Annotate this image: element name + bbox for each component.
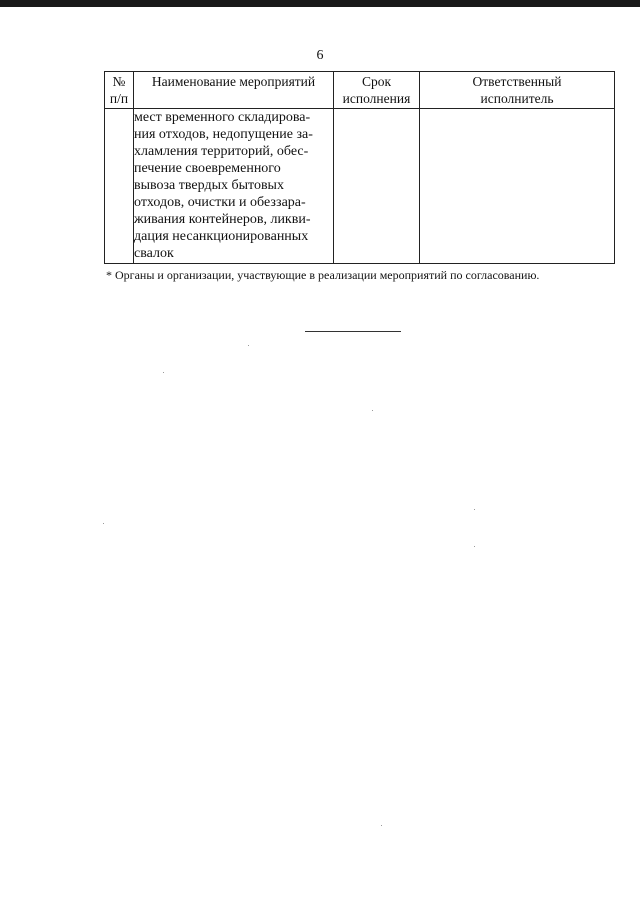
table-row [105, 109, 615, 264]
header-responsible [420, 72, 615, 109]
header-number-label: № п/п [109, 74, 129, 106]
header-deadline [334, 72, 420, 109]
measure-line: ния отходов, недопущение за- [134, 127, 313, 142]
cell-deadline [334, 109, 420, 264]
scan-speck [372, 410, 373, 411]
header-measures-name: Наименование мероприятий [134, 72, 334, 109]
table-header-row [105, 72, 615, 109]
footnote: * Органы и организации, участвующие в реализации мероприятий по согласованию. [106, 268, 540, 282]
measure-line: вывоза твердых бытовых [134, 178, 284, 193]
scan-speck [248, 345, 249, 346]
end-of-document-rule [305, 331, 401, 332]
scan-speck [381, 825, 382, 826]
page-number: 6 [316, 48, 324, 63]
measure-line: свалок [134, 246, 174, 261]
header-number [105, 72, 134, 109]
cell-number [105, 109, 134, 264]
measure-line: живания контейнеров, ликви- [134, 212, 311, 227]
measure-line: мест временного складирова- [134, 110, 311, 125]
measure-line: печение своевременного [134, 161, 281, 176]
top-border-rule [0, 0, 640, 7]
scan-speck [474, 546, 475, 547]
measure-line: отходов, очистки и обеззара- [134, 195, 306, 210]
measure-line: хламления территорий, обес- [134, 144, 309, 159]
measure-line: дация несанкционированных [134, 229, 309, 244]
measures-table [104, 71, 615, 264]
header-responsible-label: Ответственный исполнитель [472, 74, 562, 106]
cell-measure-name [134, 109, 334, 264]
scan-speck [103, 523, 104, 524]
header-deadline-label: Срок исполнения [342, 74, 411, 106]
cell-responsible [420, 109, 615, 264]
scan-speck [474, 509, 475, 510]
scan-speck [163, 372, 164, 373]
